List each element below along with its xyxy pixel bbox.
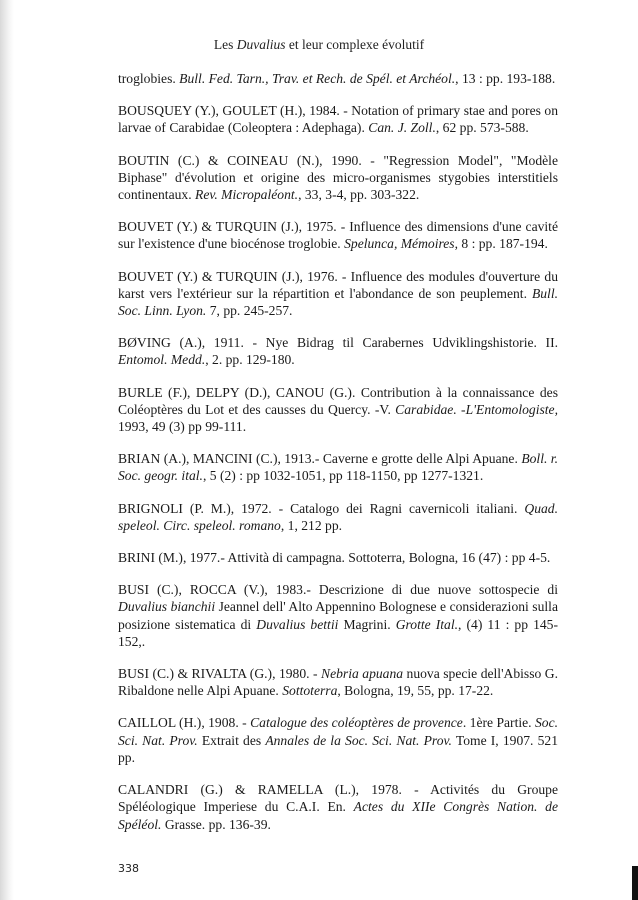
reference-text: BOUSQUEY (Y.), GOULET (H.), 1984. - Notation of primary stae and pores on larvae of Carabidae (Coleoptera : Adephaga). <box>118 103 558 136</box>
reference-text: troglobies. <box>118 71 180 86</box>
reference-entry <box>118 334 558 368</box>
reference-italic-text: Quad. speleol. Circ. speleol. romano <box>118 500 558 533</box>
reference-text: 7, pp. 245-257. <box>206 303 293 319</box>
page-number: 338 <box>118 862 139 875</box>
header-suffix: et leur complexe évolutif <box>285 37 425 52</box>
reference-entry <box>118 714 558 766</box>
scan-corner-mark <box>632 866 638 900</box>
reference-text: BRIGNOLI (P. M.), 1972. - Catalogo dei Ragni cavernicoli italiani. <box>118 500 525 516</box>
reference-italic-text: Bull. Fed. Tarn., Trav. et Rech. de Spél. et Archéol. <box>179 71 456 86</box>
reference-text: , 5 (2) : pp 1032-1051, pp 118-1150, pp 1277-1321. <box>202 468 484 484</box>
reference-italic-text: Grotte Ital. <box>395 616 459 632</box>
reference-text: , 33, 3-4, pp. 303-322. <box>298 187 420 203</box>
running-header <box>0 37 638 53</box>
reference-italic-text: Rev. Micropaléont. <box>195 187 299 203</box>
reference-text: BOUVET (Y.) & TURQUIN (J.), 1976. - Influence des modules d'ouverture du karst vers l'extérieur sur la répartition et l'abondance de son peuplement. <box>118 268 558 301</box>
reference-text: nuova specie dell'Abisso G. Ribaldone nelle Alpi Apuane. <box>118 666 558 699</box>
reference-entry <box>118 450 558 484</box>
reference-text: BOUVET (Y.) & TURQUIN (J.), 1975. - Influence des dimensions d'une cavité sur l'existence d'une biocénose troglobie. <box>118 219 558 252</box>
reference-text: BØVING (A.), 1911. - Nye Bidrag til Carabernes Udviklingshistorie. II. <box>118 335 558 351</box>
reference-text: BUSI (C.) & RIVALTA (G.), 1980. - <box>118 666 322 682</box>
reference-text: , 13 : pp. 193-188. <box>455 71 556 86</box>
reference-text: BURLE (F.), DELPY (D.), CANOU (G.). Contribution à la connaissance des Coléoptères du Lot et des causses du Quercy. -V. <box>118 384 558 417</box>
reference-text: , (4) 11 : pp 145-152,. <box>118 616 559 649</box>
reference-italic-text: Carabidae. -L'Entomologiste, <box>395 401 558 417</box>
reference-text: 1993, 49 (3) pp 99-111. <box>118 419 247 435</box>
reference-entry <box>118 218 558 252</box>
reference-text: , Bologna, 19, 55, pp. 17-22. <box>337 683 494 699</box>
reference-text: , 1, 212 pp. <box>280 517 343 533</box>
header-italic-genus: Duvalius <box>236 37 286 52</box>
reference-text: BRIAN (A.), MANCINI (C.), 1913.- Caverne e grotte delle Alpi Apuane. <box>118 451 522 467</box>
reference-text: Magrini. <box>338 616 396 632</box>
reference-text: BRINI (M.), 1977.- Attività di campagna. Sottoterra, Bologna, 16 (47) : pp 4-5. <box>118 550 551 566</box>
reference-text: BOUTIN (C.) & COINEAU (N.), 1990. - "Regression Model", "Modèle Biphase" d'évolution et origine des micro-organismes stygobies interstitiels continentaux. <box>118 152 558 203</box>
reference-italic-text: Nebria apuana <box>321 666 404 682</box>
reference-entry <box>118 268 558 320</box>
reference-text: , 2. pp. 129-180. <box>205 352 295 368</box>
reference-text: , 62 pp. 573-588. <box>435 120 529 136</box>
reference-italic-text: Soc. Sci. Nat. Prov. <box>118 715 559 748</box>
reference-italic-text: Catalogue des coléoptères de provence <box>250 715 463 731</box>
reference-italic-text: Bull. Soc. Linn. Lyon. <box>118 285 558 319</box>
reference-entry <box>118 500 558 534</box>
reference-italic-text: Actes du XIIe Congrès Nation. de Spéléol. <box>118 799 558 832</box>
reference-italic-text: Annales de la Soc. Sci. Nat. Prov. <box>265 732 452 748</box>
reference-list <box>118 70 558 848</box>
reference-text: Jeannel dell' Alto Appennino Bolognese e considerazioni sulla posizione sistematica di <box>118 599 558 632</box>
reference-italic-text: Can. J. Zoll. <box>368 120 436 136</box>
reference-text: CALANDRI (G.) & RAMELLA (L.), 1978. - Activités du Groupe Spéléologique Imperiese du C.A.I. En. <box>118 782 558 815</box>
reference-text: BUSI (C.), ROCCA (V.), 1983.- Descrizione di due nuove sottospecie di <box>118 582 558 598</box>
reference-entry <box>118 70 558 87</box>
scan-binding-shadow <box>0 0 14 900</box>
reference-text: , 8 : pp. 187-194. <box>454 236 548 252</box>
reference-entry <box>118 581 558 650</box>
reference-entry <box>118 781 558 833</box>
reference-text: . 1ère Partie. <box>462 715 535 731</box>
reference-text: Extrait des <box>197 732 266 748</box>
reference-entry <box>118 102 558 136</box>
reference-entry <box>118 152 558 204</box>
reference-entry <box>118 384 558 436</box>
reference-italic-text: Entomol. Medd. <box>118 352 206 368</box>
reference-italic-text: Duvalius bianchii <box>118 599 216 615</box>
reference-entry <box>118 665 558 699</box>
reference-italic-text: Duvalius bettii <box>256 616 339 632</box>
header-prefix: Les <box>213 37 237 52</box>
reference-italic-text: Boll. r. Soc. geogr. ital. <box>118 451 558 484</box>
reference-text: Grasse. pp. 136-39. <box>161 816 271 832</box>
reference-text: CAILLOL (H.), 1908. - <box>118 715 251 731</box>
reference-text: Tome I, 1907. 521 pp. <box>118 732 559 765</box>
reference-italic-text: Sottoterra <box>282 683 338 699</box>
reference-italic-text: Spelunca, Mémoires <box>344 236 455 252</box>
reference-entry <box>118 549 558 566</box>
